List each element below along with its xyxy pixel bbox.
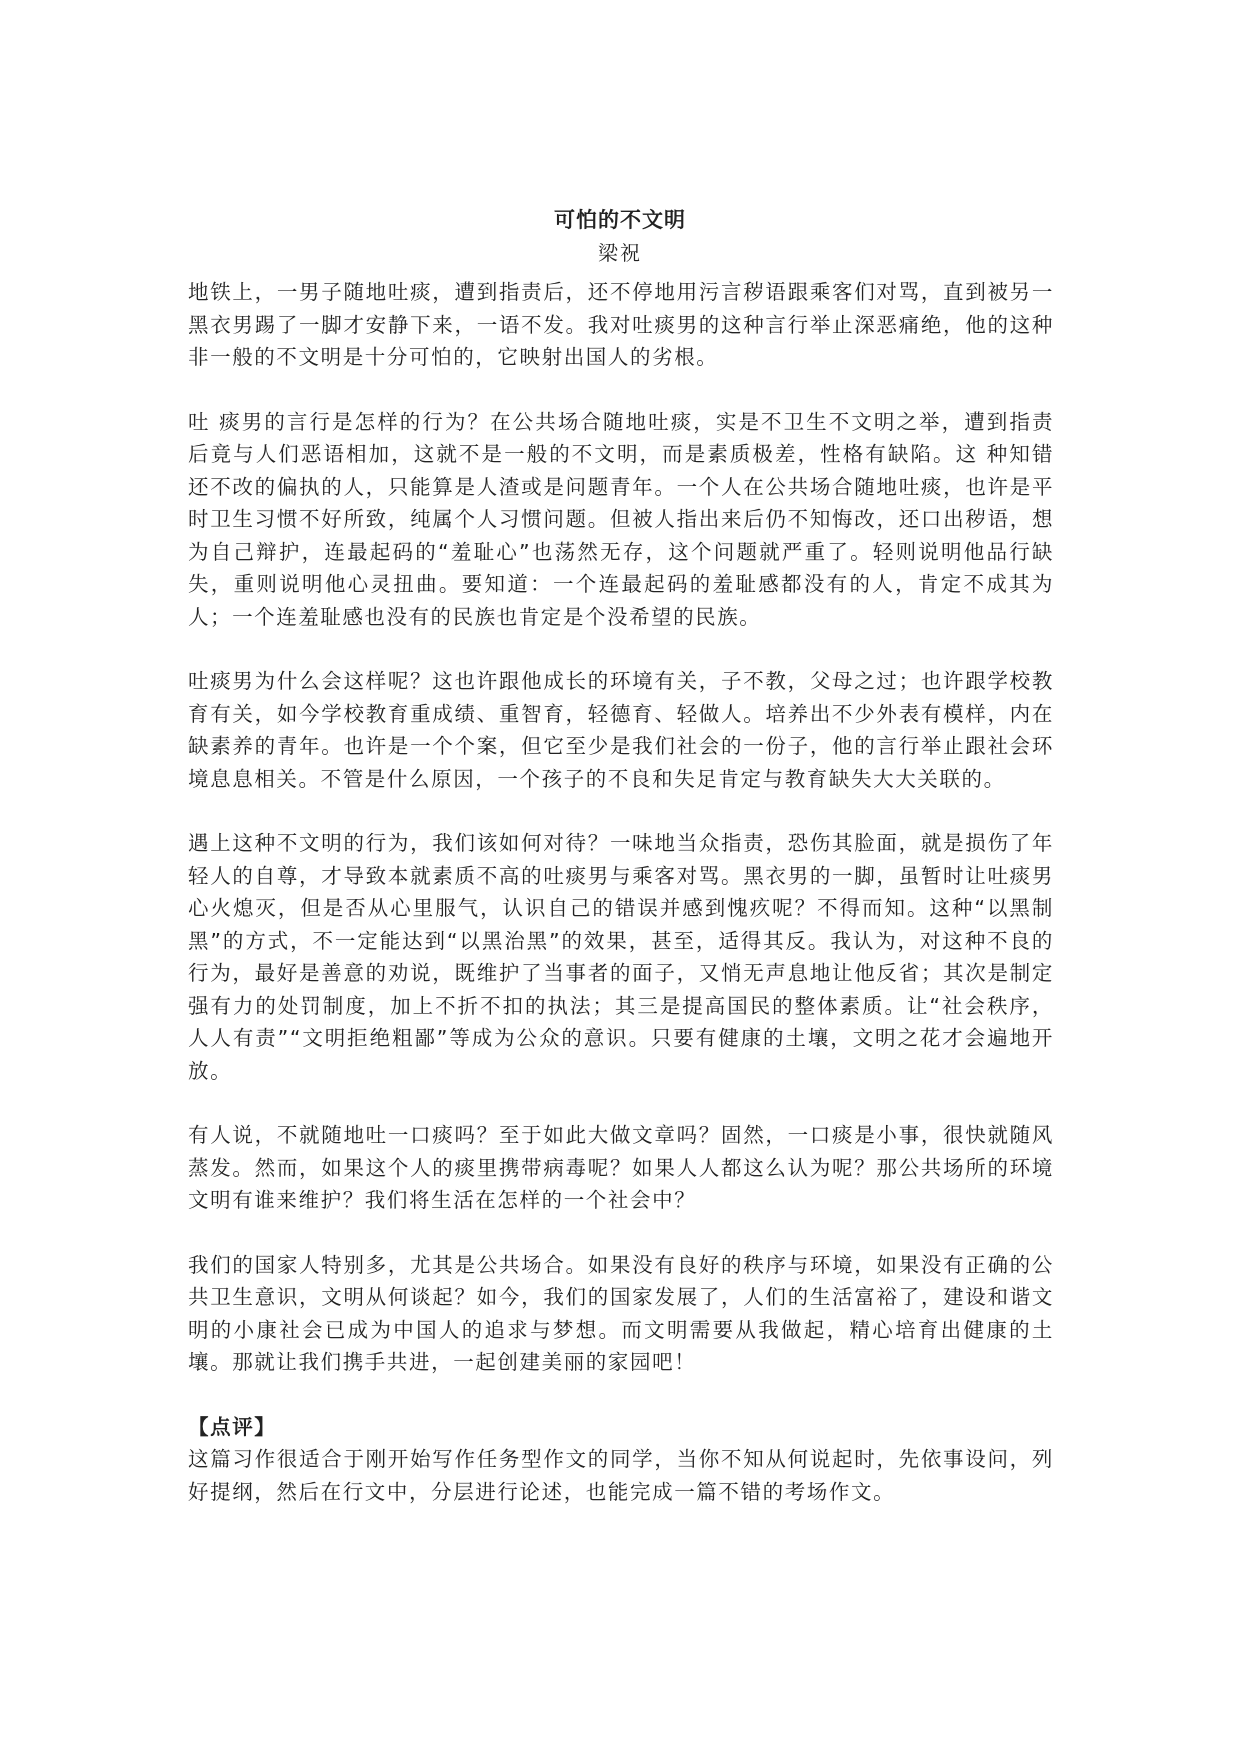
comment-text: 这篇习作很适合于刚开始写作任务型作文的同学，当你不知从何说起时，先依事设问，列好提纲，然后在行文中，分层进行论述，也能完成一篇不错的考场作文。 [188,1447,1054,1504]
paragraph-4: 遇上这种不文明的行为，我们该如何对待？一味地当众指责，恐伤其脸面，就是损伤了年轻人的自尊，才导致本就素质不高的吐痰男与乘客对骂。黑衣男的一脚，虽暂时让吐痰男心火熄灭，但是否从心里服气，认识自己的错误并感到愧疚呢？不得而知。这种“以黑制黑”的方式，不一定能达到“以黑治黑”的效果，甚至，适得其反。我认为，对这种不良的行为，最好是善意的劝说，既维护了当事者的面子，又悄无声息地让他反省；其次是制定强有力的处罚制度，加上不折不扣的执法；其三是提高国民的整体素质。让“社会秩序，人人有责”“文明拒绝粗鄙”等成为公众的意识。只要有健康的土壤，文明之花才会遍地开放。 [188,831,1054,1083]
paragraph-3: 吐痰男为什么会这样呢？这也许跟他成长的环境有关，子不教，父母之过；也许跟学校教育有关，如今学校教育重成绩、重智育，轻德育、轻做人。培养出不少外表有模样，内在缺素养的青年。也许是一个个案，但它至少是我们社会的一份子，他的言行举止跟社会环境息息相关。不管是什么原因，一个孩子的不良和失足肯定与教育缺失大大关联的。 [188,669,1054,791]
paragraph-1: 地铁上，一男子随地吐痰，遭到指责后，还不停地用污言秽语跟乘客们对骂，直到被另一黑衣男踢了一脚才安静下来，一语不发。我对吐痰男的这种言行举止深恶痛绝，他的这种非一般的不文明是十分可怕的，它映射出国人的劣根。 [188,280,1054,369]
comment-section [188,1411,1054,1509]
paragraph-6: 我们的国家人特别多，尤其是公共场合。如果没有良好的秩序与环境，如果没有正确的公共卫生意识，文明从何谈起？如今，我们的国家发展了，人们的生活富裕了，建设和谐文明的小康社会已成为中国人的追求与梦想。而文明需要从我做起，精心培育出健康的土壤。那就让我们携手共进，一起创建美丽的家园吧！ [188,1252,1054,1374]
document-title: 可怕的不文明 [554,208,686,232]
comment-heading: 【点评】 [188,1414,277,1439]
paragraph-5: 有人说，不就随地吐一口痰吗？至于如此大做文章吗？固然，一口痰是小事，很快就随风蒸发。然而，如果这个人的痰里携带病毒呢？如果人人都这么认为呢？那公共场所的环境文明有谁来维护？我们将生活在怎样的一个社会中？ [188,1123,1054,1212]
document-author: 梁祝 [598,241,642,265]
paragraph-2: 吐 痰男的言行是怎样的行为？在公共场合随地吐痰，实是不卫生不文明之举，遭到指责后竟与人们恶语相加，这就不是一般的不文明，而是素质极差，性格有缺陷。这 种知错还不改的偏执的人，只能算是人渣或是问题青年。一个人在公共场合随地吐痰，也许是平时卫生习惯不好所致，纯属个人习惯问题。但被人指出来后仍不知悔改，还口出秽语，想为自己辩护，连最起码的“羞耻心”也荡然无存，这个问题就严重了。轻则说明他品行缺失，重则说明他心灵扭曲。要知道：一个连最起码的羞耻感都没有的人，肯定不成其为人；一个连羞耻感也没有的民族也肯定是个没希望的民族。 [188,409,1054,629]
document-body [188,276,1054,1508]
